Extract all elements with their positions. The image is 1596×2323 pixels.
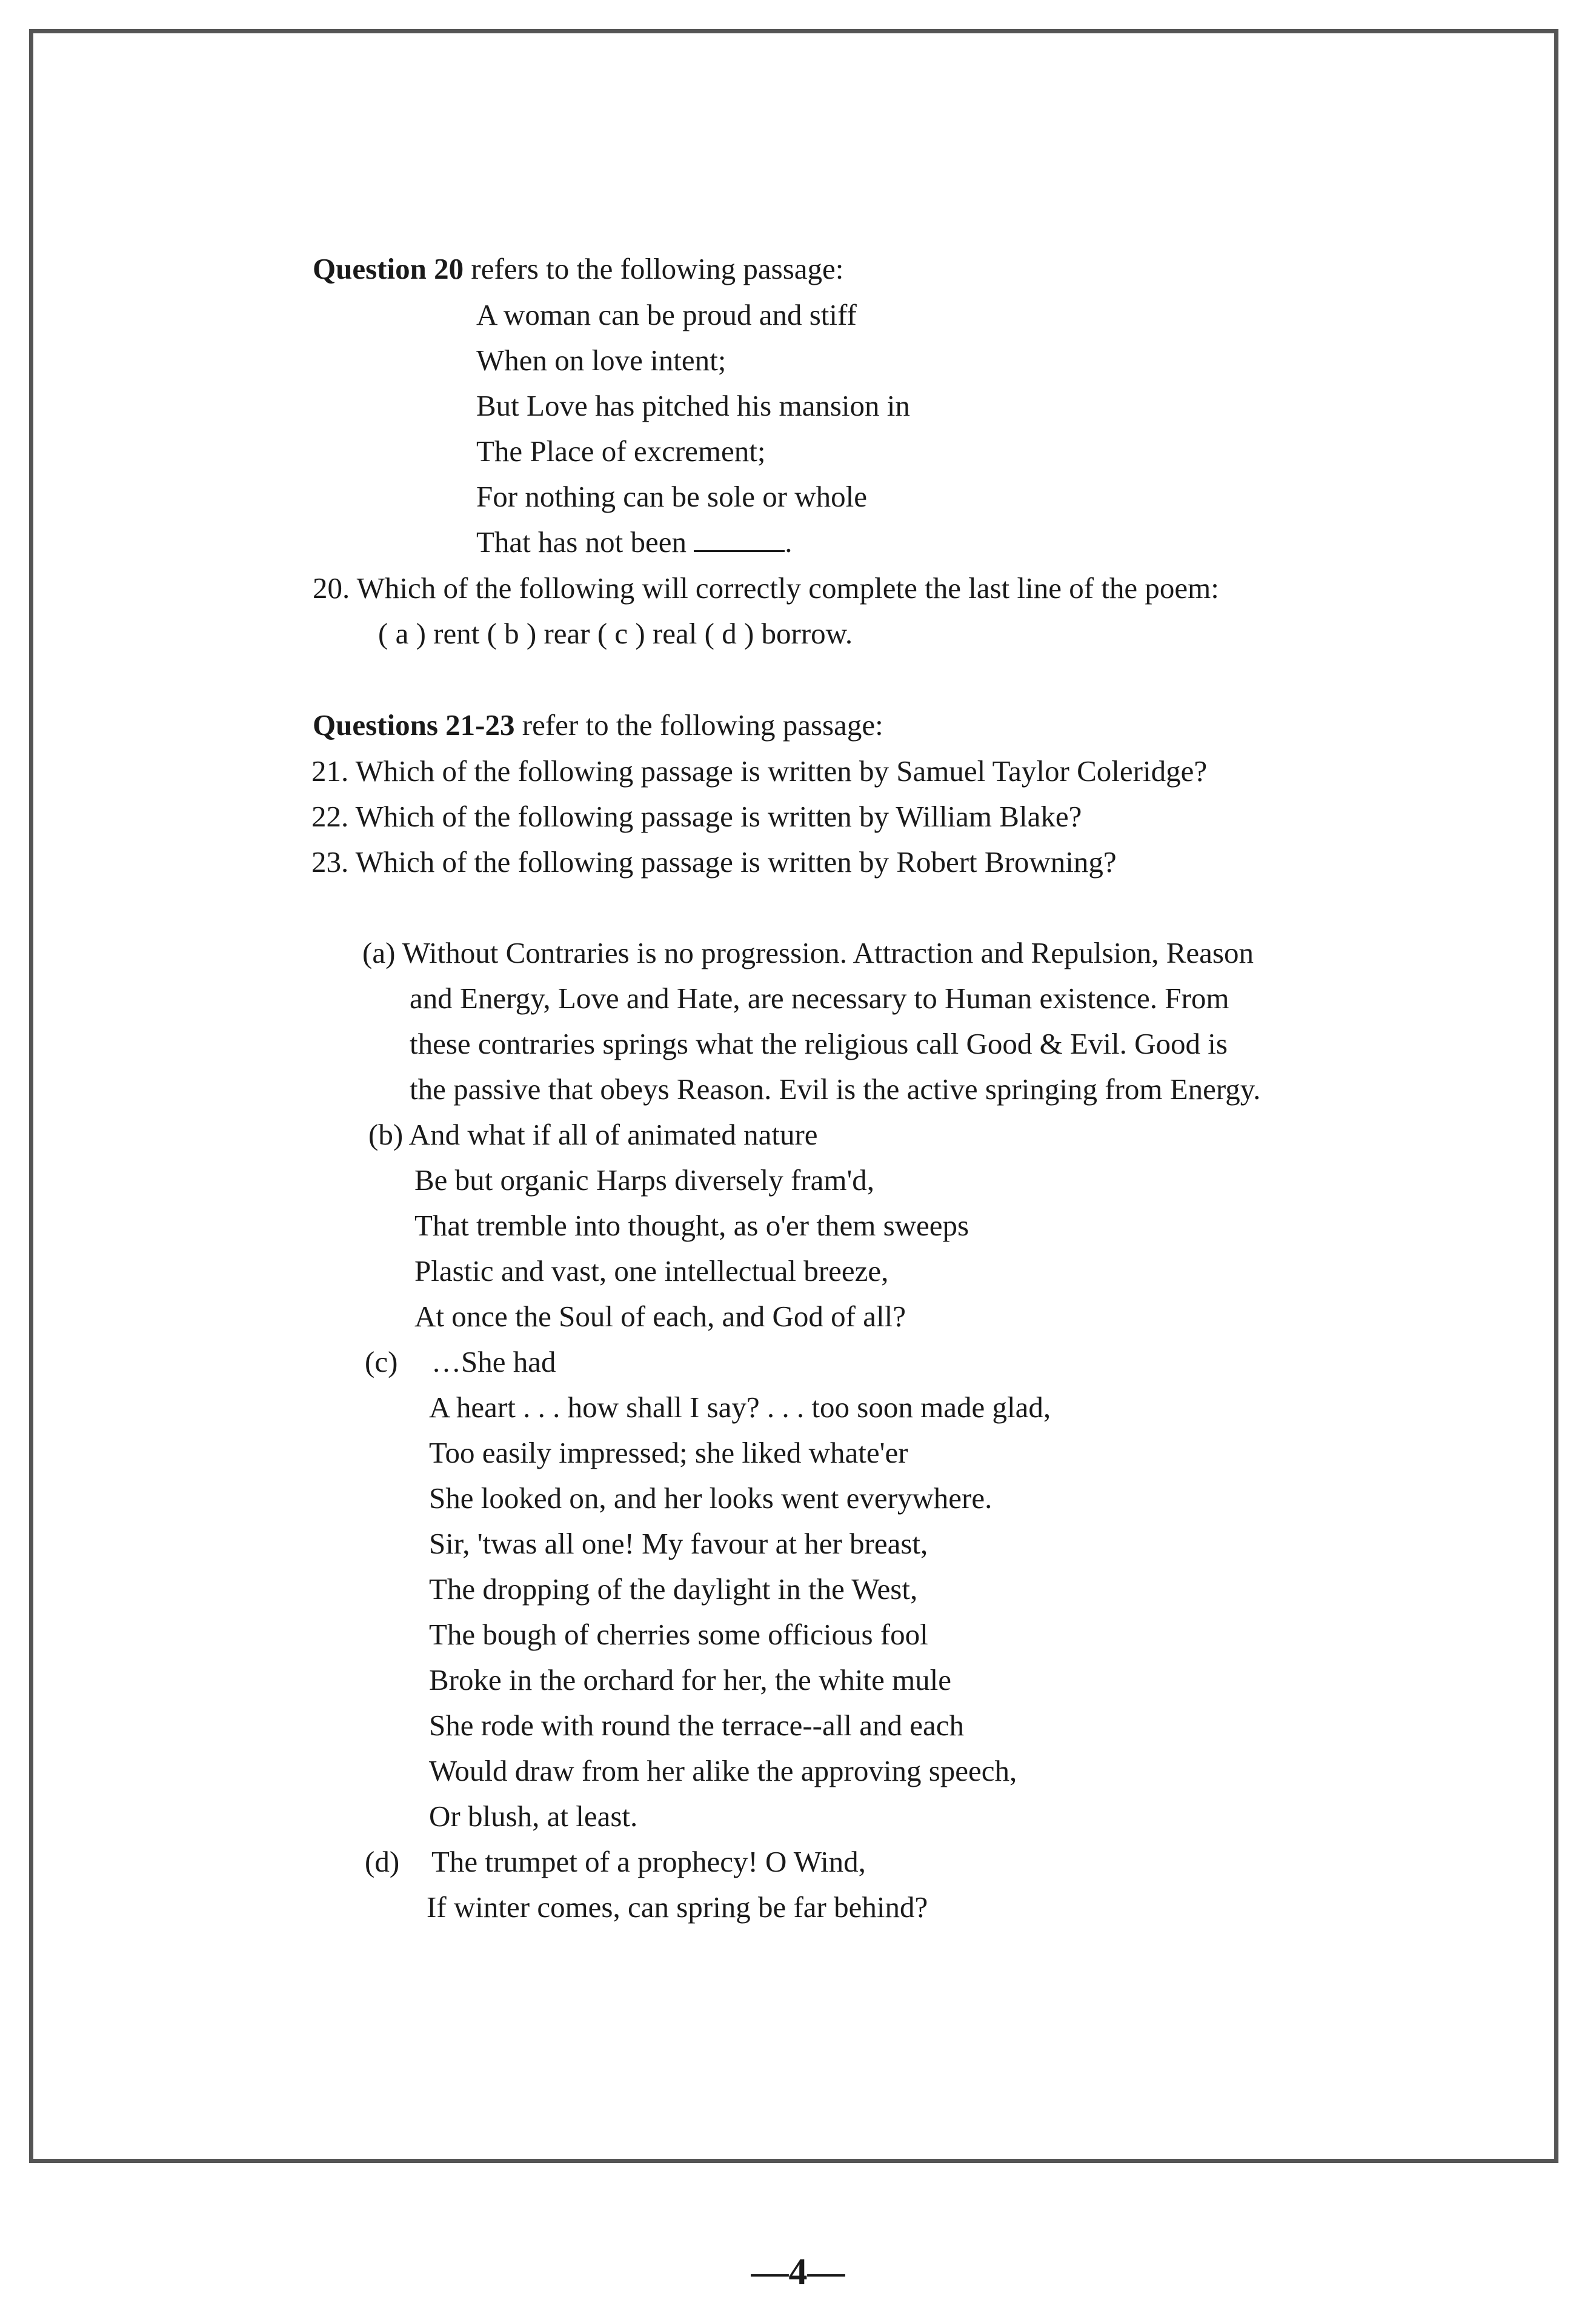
passage-a-line: these contraries springs what the religious call Good & Evil. Good is <box>410 1027 1228 1060</box>
passage-a-line: the passive that obeys Reason. Evil is the active springing from Energy. <box>410 1072 1261 1106</box>
q21-23-intro <box>313 707 883 743</box>
passage-d-line: The trumpet of a prophecy! O Wind, <box>431 1845 866 1878</box>
passage-d-line: If winter comes, can spring be far behind? <box>427 1890 928 1924</box>
passage-b-line: Plastic and vast, one intellectual breeze, <box>414 1254 889 1288</box>
page-number: —4— <box>751 2252 845 2293</box>
q20-intro-bold: Question 20 <box>313 252 464 285</box>
passage-b-line: (b) And what if all of animated nature <box>368 1118 818 1151</box>
q20-poem-line: But Love has pitched his mansion in <box>476 389 910 422</box>
passage-c-line: Would draw from her alike the approving speech, <box>429 1754 1017 1787</box>
q20-last-line-start: That has not been <box>476 525 694 559</box>
passage-c-line: Too easily impressed; she liked whate'er <box>429 1436 908 1469</box>
q21-23-intro-rest: refer to the following passage: <box>514 708 883 742</box>
passage-c-line: Sir, 'twas all one! My favour at her breast, <box>429 1527 928 1560</box>
q20-question: 20. Which of the following will correctly complete the last line of the poem: <box>313 571 1219 605</box>
passage-c-line: The bough of cherries some officious fool <box>429 1618 928 1651</box>
q20-poem-line: The Place of excrement; <box>476 434 766 468</box>
q21-23-intro-bold: Questions 21-23 <box>313 708 515 742</box>
passage-a-line: and Energy, Love and Hate, are necessary to Human existence. From <box>410 982 1229 1015</box>
question-22: 22. Which of the following passage is written by William Blake? <box>311 800 1082 833</box>
passage-c-line: Broke in the orchard for her, the white mule <box>429 1663 952 1697</box>
q20-intro <box>313 251 843 287</box>
passage-c-line: She rode with round the terrace--all and each <box>429 1709 964 1742</box>
answer-blank <box>694 526 785 552</box>
q20-options: ( a ) rent ( b ) rear ( c ) real ( d ) borrow. <box>378 617 853 650</box>
q20-poem-line: A woman can be proud and stiff <box>476 298 857 331</box>
question-23: 23. Which of the following passage is written by Robert Browning? <box>311 845 1117 879</box>
q20-poem-last-line <box>476 524 792 560</box>
passage-a-line: (a) Without Contraries is no progression. Attraction and Repulsion, Reason <box>362 936 1254 969</box>
passage-c-line: The dropping of the daylight in the West, <box>429 1572 918 1606</box>
q20-last-line-end: . <box>785 525 793 559</box>
passage-b-line: That tremble into thought, as o'er them sweeps <box>414 1209 969 1242</box>
q20-poem-line: When on love intent; <box>476 344 727 377</box>
q20-poem-line: For nothing can be sole or whole <box>476 480 868 513</box>
q20-intro-rest: refers to the following passage: <box>464 252 844 285</box>
passage-d-label: (d) <box>365 1845 400 1878</box>
passage-c-line: A heart . . . how shall I say? . . . too soon made glad, <box>429 1391 1051 1424</box>
question-21: 21. Which of the following passage is written by Samuel Taylor Coleridge? <box>311 754 1208 788</box>
passage-c-label: (c) <box>365 1345 398 1378</box>
passage-c-line: Or blush, at least. <box>429 1800 638 1833</box>
passage-b-line: At once the Soul of each, and God of all? <box>414 1300 906 1333</box>
passage-c-line: …She had <box>431 1345 556 1378</box>
passage-c-line: She looked on, and her looks went everywhere. <box>429 1481 993 1515</box>
passage-b-line: Be but organic Harps diversely fram'd, <box>414 1163 875 1197</box>
